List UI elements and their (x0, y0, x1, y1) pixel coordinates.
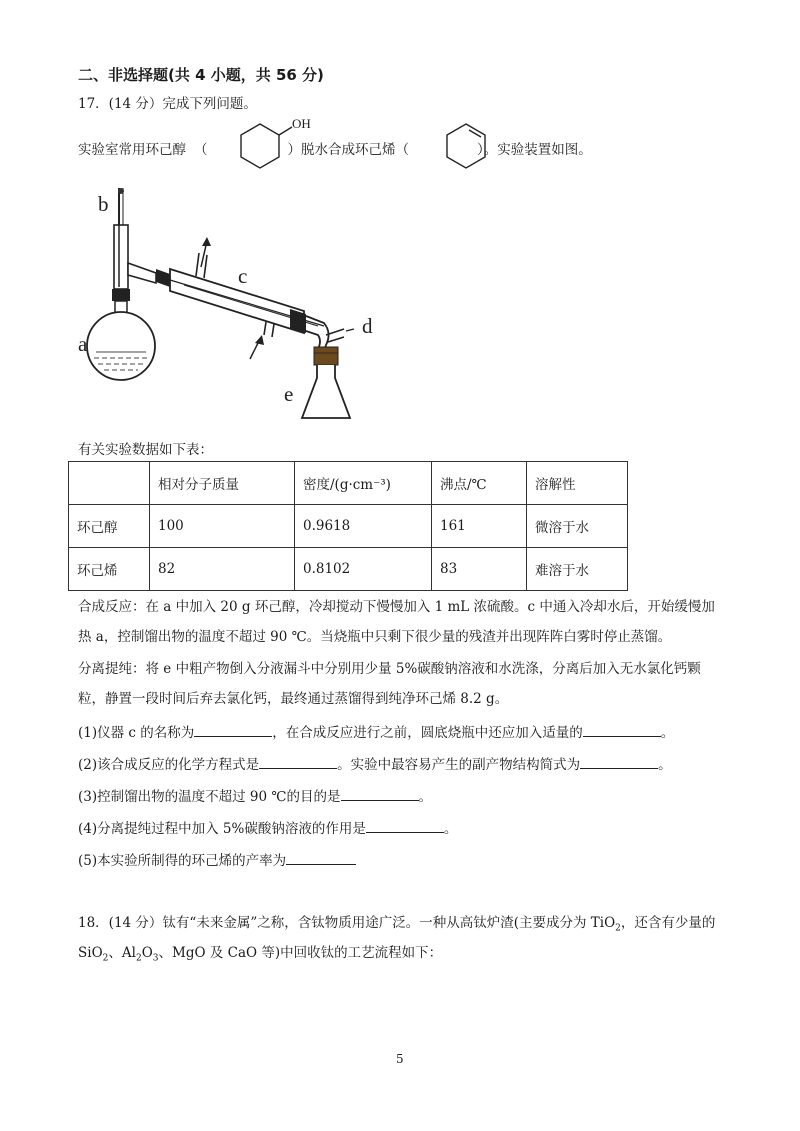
synthesis-line-1: 合成反应：在 a 中加入 20 g 环己醇，冷却搅动下慢慢加入 1 mL 浓硫酸。c 中通入冷却水后，开始缓慢加 (78, 599, 715, 615)
subquestion-1-text-a: (1)仪器 c 的名称为 (78, 725, 195, 741)
experiment-data-table (68, 461, 628, 591)
q18-subscript: 2 (102, 953, 109, 964)
table-header-cell: 密度/(g·cm⁻³) (295, 462, 432, 505)
q18-subscript: 2 (615, 923, 621, 934)
subquestion-5 (78, 848, 356, 874)
q18-line2-text-d: 、MgO 及 CaO 等)中回收钛的工艺流程如下： (158, 945, 443, 961)
table-header-row (69, 462, 628, 505)
table-row (69, 548, 628, 591)
distillation-apparatus (74, 183, 394, 423)
question-18-line-1 (78, 910, 715, 942)
subquestion-2 (78, 752, 672, 778)
table-cell: 难溶于水 (527, 548, 628, 591)
erlenmeyer-flask (302, 365, 350, 418)
subquestion-4 (78, 816, 457, 842)
paren-open: （ (194, 142, 208, 158)
table-caption: 有关实验数据如下表： (78, 442, 213, 458)
table-cell: 83 (432, 548, 527, 591)
table-header-cell: 沸点/℃ (432, 462, 527, 505)
subquestion-1-text-c: 。 (660, 725, 675, 741)
label-d: d (362, 314, 373, 338)
subquestion-2-text-b: 。实验中最容易产生的副产物结构简式为 (337, 757, 581, 773)
label-b: b (98, 192, 109, 216)
subquestion-2-text-c: 。 (658, 757, 672, 773)
question-18-line-2 (78, 940, 442, 972)
cyclohexanol-structure (222, 114, 312, 178)
subquestion-3-text-c: 。 (418, 789, 432, 805)
q18-line2-text-c: O (141, 945, 153, 961)
q18-subscript: 3 (152, 953, 159, 964)
answer-blank[interactable] (580, 754, 658, 769)
intro-middle: ）脱水合成环己烯（ (287, 142, 409, 158)
table-cell: 0.8102 (295, 548, 432, 591)
subquestion-1 (78, 720, 674, 746)
subquestion-3-text-a: (3)控制馏出物的温度不超过 90 ℃的目的是 (78, 789, 341, 805)
table-cell: 100 (150, 505, 295, 548)
q18-line1-text-b: ，还含有少量的 (620, 915, 716, 931)
q18-line2-text-b: 、Al (108, 945, 136, 961)
subquestion-4-text-c: 。 (443, 821, 458, 837)
table-header-cell: 相对分子质量 (150, 462, 295, 505)
section-title: 二、非选择题(共 4 小题，共 56 分) (78, 66, 324, 84)
table-cell: 161 (432, 505, 527, 548)
answer-blank[interactable] (259, 754, 337, 769)
answer-blank[interactable] (194, 722, 272, 737)
subquestion-5-text-a: (5)本实验所制得的环己烯的产率为 (78, 853, 287, 869)
table-cell: 环己烯 (69, 548, 150, 591)
answer-blank[interactable] (341, 786, 419, 801)
subquestion-2-text-a: (2)该合成反应的化学方程式是 (78, 757, 260, 773)
q18-subscript: 2 (135, 953, 142, 964)
oh-label: OH (292, 116, 311, 131)
label-a: a (78, 332, 88, 356)
table-header-cell (69, 462, 150, 505)
subquestion-1-text-b: ，在合成反应进行之前，圆底烧瓶中还应加入适量的 (272, 725, 583, 741)
separation-line-2: 粒，静置一段时间后弃去氯化钙，最终通过蒸馏得到纯净环己烯 8.2 g。 (78, 691, 509, 707)
answer-blank[interactable] (583, 722, 661, 737)
page-number: 5 (396, 1052, 404, 1066)
q18-line1-text-a: 18．(14 分）钛有“未来金属”之称，含钛物质用途广泛。一种从高钛炉渣(主要成分为 TiO (78, 915, 616, 931)
label-e: e (284, 382, 294, 406)
subquestion-3 (78, 784, 432, 810)
table-cell: 0.9618 (295, 505, 432, 548)
q18-line2-text-a: SiO (78, 945, 103, 961)
table-cell: 微溶于水 (527, 505, 628, 548)
table-cell: 环己醇 (69, 505, 150, 548)
synthesis-line-2: 热 a，控制馏出物的温度不超过 90 ℃。当烧瓶中只剩下很少量的残渣并出现阵阵白雾时停止蒸馏。 (78, 629, 672, 645)
table-cell: 82 (150, 548, 295, 591)
answer-blank[interactable] (366, 818, 444, 833)
intro-prefix: 实验室常用环己醇 (78, 142, 186, 158)
question-17-heading: 17．(14 分）完成下列问题。 (78, 96, 257, 112)
answer-blank[interactable] (286, 850, 356, 865)
subquestion-4-text-a: (4)分离提纯过程中加入 5%碳酸钠溶液的作用是 (78, 821, 366, 837)
intro-line (78, 138, 592, 158)
table-header-cell: 溶解性 (527, 462, 628, 505)
intro-suffix: ）。实验装置如图。 (477, 142, 592, 158)
cyclohexene-structure (438, 114, 498, 178)
label-c: c (238, 264, 248, 288)
round-bottom-flask (87, 312, 155, 380)
table-row (69, 505, 628, 548)
separation-line-1: 分离提纯：将 e 中粗产物倒入分液漏斗中分别用少量 5%碳酸钠溶液和水洗涤，分离后加入无水氯化钙颗 (78, 661, 701, 677)
